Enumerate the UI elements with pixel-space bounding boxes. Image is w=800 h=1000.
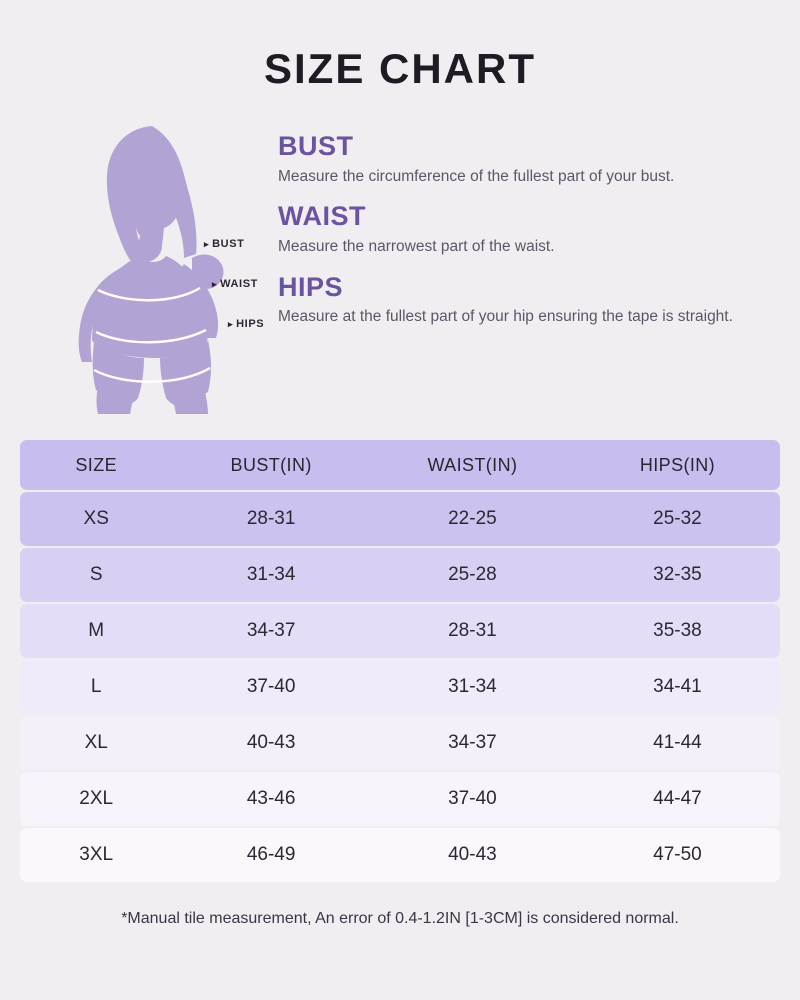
cell-bust: 40-43 xyxy=(246,732,296,754)
arrow-icon: ▸ xyxy=(228,319,234,330)
column-header-bust: BUST(IN) xyxy=(230,454,312,475)
arrow-icon: ▸ xyxy=(212,279,218,290)
cell-bust: 28-31 xyxy=(246,508,296,530)
table-row xyxy=(20,492,780,546)
cell-waist: 22-25 xyxy=(448,508,497,530)
column-header-size: SIZE xyxy=(75,454,117,475)
cell-bust: 31-34 xyxy=(246,564,296,586)
cell-size: 3XL xyxy=(79,844,114,866)
column-header-waist: WAIST(IN) xyxy=(427,454,518,475)
cell-size: XS xyxy=(83,508,109,530)
figure-label-bust-text: BUST xyxy=(212,238,245,251)
figure-label-waist xyxy=(212,278,258,290)
guide-block-waist xyxy=(278,202,776,258)
measurement-guide-section xyxy=(0,92,800,414)
cell-hips: 47-50 xyxy=(653,844,702,866)
cell-waist: 31-34 xyxy=(448,676,497,698)
cell-hips: 25-32 xyxy=(653,508,702,530)
guide-text-waist: Measure the narrowest part of the waist. xyxy=(278,238,555,256)
table-row xyxy=(20,828,780,882)
cell-bust: 37-40 xyxy=(246,676,296,698)
cell-bust: 46-49 xyxy=(246,844,296,866)
cell-size: L xyxy=(90,676,102,698)
size-table-head xyxy=(20,440,780,490)
guide-heading-waist: WAIST xyxy=(278,201,366,232)
guide-text-column xyxy=(278,114,776,414)
cell-size: XL xyxy=(84,732,108,754)
page-title: SIZE CHART xyxy=(264,45,536,92)
table-header-row xyxy=(20,440,780,490)
cell-hips: 32-35 xyxy=(653,564,702,586)
table-row xyxy=(20,604,780,658)
guide-heading-hips: HIPS xyxy=(278,271,344,302)
guide-text-bust: Measure the circumference of the fullest part of your bust. xyxy=(278,167,675,185)
cell-bust: 34-37 xyxy=(246,620,296,642)
cell-waist: 37-40 xyxy=(448,788,497,810)
table-row xyxy=(20,772,780,826)
cell-bust: 43-46 xyxy=(246,788,296,810)
cell-hips: 41-44 xyxy=(653,732,702,754)
cell-size: S xyxy=(89,564,103,586)
guide-block-hips xyxy=(278,273,776,329)
guide-block-bust xyxy=(278,132,776,188)
cell-hips: 34-41 xyxy=(653,676,702,698)
cell-size: 2XL xyxy=(79,788,114,810)
cell-hips: 44-47 xyxy=(653,788,702,810)
figure-label-hips-text: HIPS xyxy=(236,318,265,331)
guide-heading-bust: BUST xyxy=(278,131,354,162)
size-table-section xyxy=(0,414,800,884)
figure-column xyxy=(26,114,278,414)
cell-waist: 34-37 xyxy=(448,732,497,754)
body-silhouette-illustration xyxy=(34,114,284,414)
cell-waist: 28-31 xyxy=(448,620,497,642)
arrow-icon: ▸ xyxy=(204,239,210,250)
table-row xyxy=(20,716,780,770)
figure-label-hips xyxy=(228,318,264,330)
cell-hips: 35-38 xyxy=(653,620,702,642)
figure-label-bust xyxy=(204,238,244,250)
cell-waist: 25-28 xyxy=(448,564,497,586)
cell-size: M xyxy=(88,620,105,642)
figure-label-waist-text: WAIST xyxy=(220,278,258,291)
footnote: *Manual tile measurement, An error of 0.4-1.2IN [1-3CM] is considered normal. xyxy=(121,910,679,928)
size-table-body xyxy=(20,492,780,882)
column-header-hips: HIPS(IN) xyxy=(639,454,716,475)
cell-waist: 40-43 xyxy=(448,844,497,866)
guide-text-hips: Measure at the fullest part of your hip ensuring the tape is straight. xyxy=(278,308,733,326)
table-row xyxy=(20,660,780,714)
size-table xyxy=(20,438,780,884)
table-row xyxy=(20,548,780,602)
